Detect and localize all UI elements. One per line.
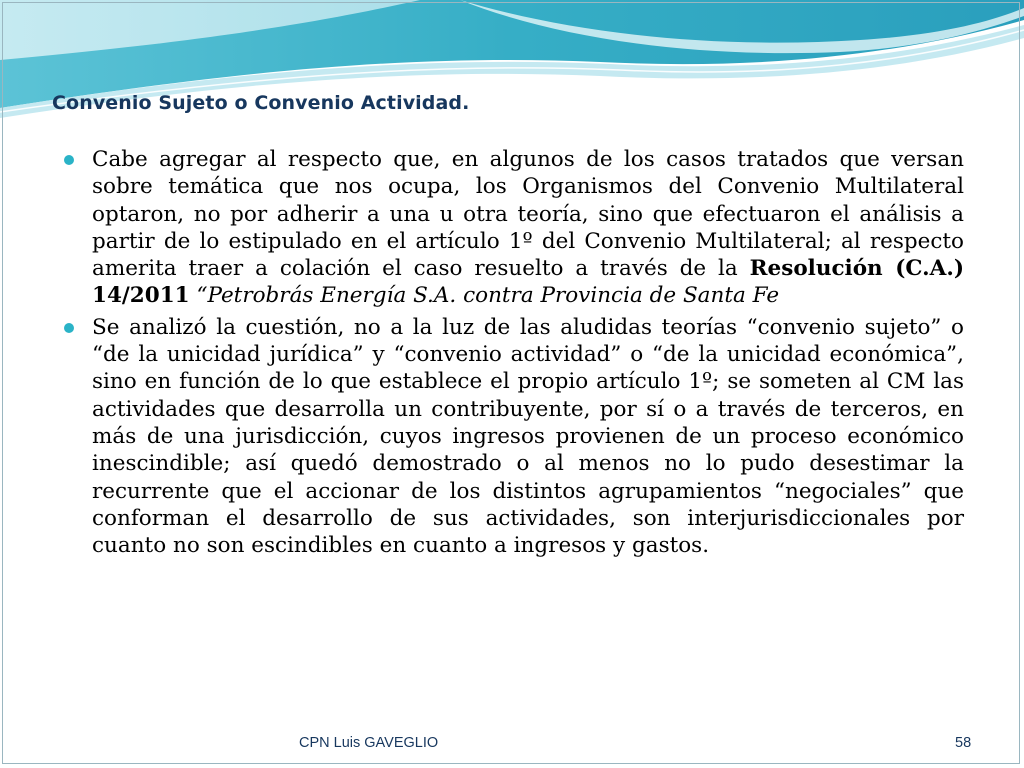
case-name: “Petrobrás Energía S.A. contra Provincia de Santa Fe bbox=[189, 283, 780, 309]
footer-author: CPN Luis GAVEGLIO bbox=[299, 735, 439, 751]
bullet-text: Se analizó la cuestión, no a la luz de las aludidas teorías “convenio sujeto” o “de la unicidad jurídica” y “convenio actividad” o “de la unicidad económica”, sino en función de lo que establece el propio artículo 1º; se someten al CM las actividades que desarrolla un contribuyente, por sí o a través de terceros, en más de una jurisdicción, cuyos ingresos provienen de un proceso económico inescindible; así quedó demostrado o al menos no lo pudo desestimar la recurrente que el accionar de los distintos agrupamientos “negociales” que conforman el desarrollo de sus actividades, son interjurisdiccionales por cuanto no son escindibles en cuanto a ingresos y gastos. bbox=[92, 314, 964, 559]
slide-content bbox=[62, 146, 964, 563]
resolution-reference: Resolución (C.A.) 14/2011 bbox=[92, 256, 964, 309]
bullet-dot-icon bbox=[64, 155, 74, 165]
bullet-item bbox=[62, 146, 964, 310]
slide-page-number: 58 bbox=[955, 735, 972, 751]
bullet-text: Cabe agregar al respecto que, en algunos de los casos tratados que versan sobre temática que nos ocupa, los Organismos del Convenio Multilateral optaron, no por adherir a una u otra teoría, sino que efectuaron el análisis a partir de lo estipulado en el artículo 1º del Convenio Multilateral; al respecto amerita traer a colación el caso resuelto a través de la bbox=[92, 147, 964, 282]
bullet-dot-icon bbox=[64, 323, 74, 333]
slide-title: Convenio Sujeto o Convenio Actividad. bbox=[52, 92, 470, 114]
bullet-item bbox=[62, 314, 964, 560]
